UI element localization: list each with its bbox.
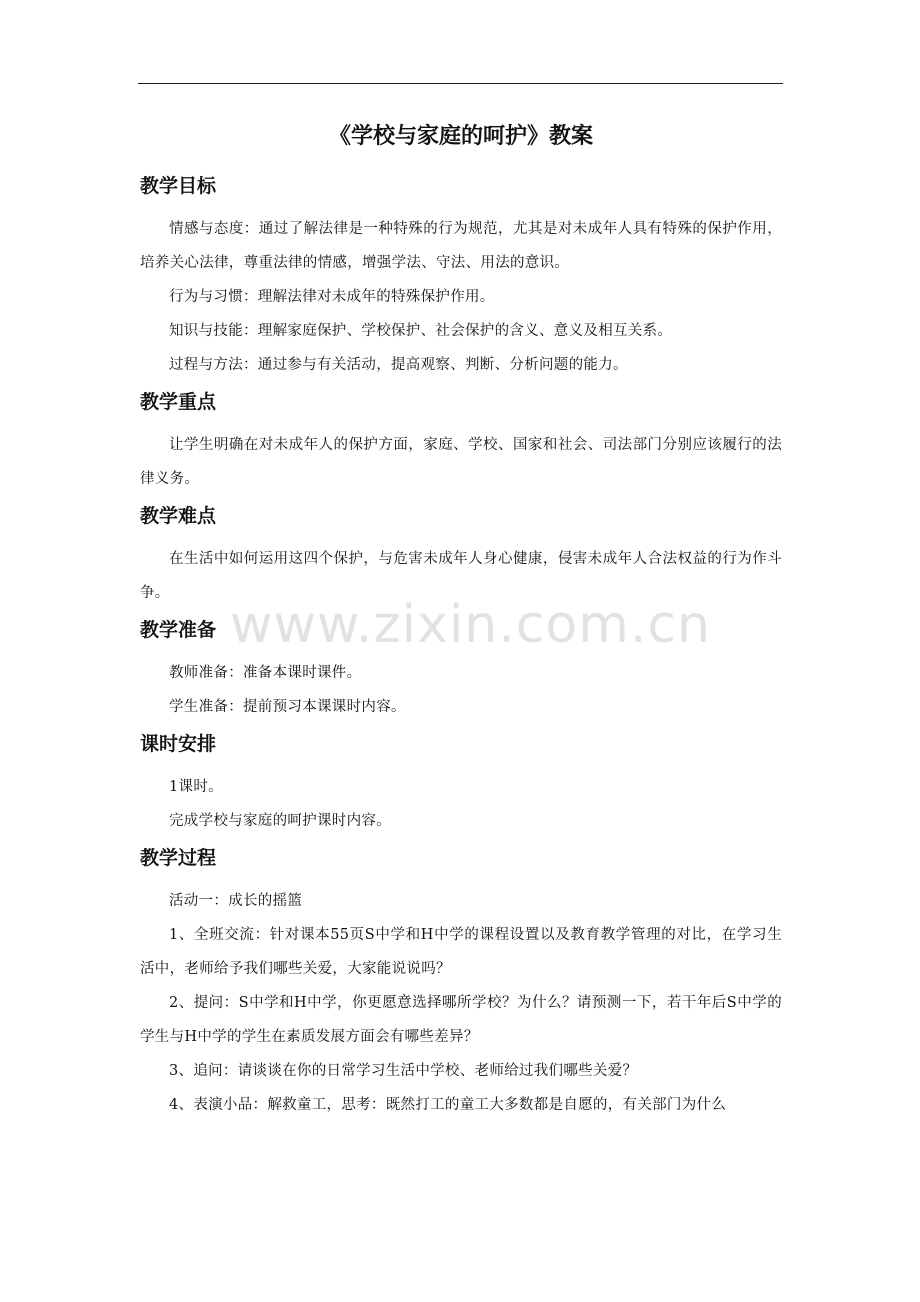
- paragraph: 2、提问：S中学和H中学，你更愿意选择哪所学校？为什么？请预测一下，若干年后S中学的学生与H中学的学生在素质发展方面会有哪些差异？: [140, 995, 782, 1045]
- paragraph: 1课时。: [169, 779, 223, 795]
- section-difficulties: [140, 502, 782, 610]
- section-heading: 教学重点: [140, 391, 217, 413]
- section-heading: 教学目标: [140, 175, 217, 197]
- section-heading: 教学难点: [140, 505, 217, 527]
- section-schedule: [140, 730, 782, 838]
- section-key-points: [140, 388, 782, 496]
- paragraph: 过程与方法：通过参与有关活动，提高观察、判断、分析问题的能力。: [169, 357, 628, 373]
- paragraph: 在生活中如何运用这四个保护，与危害未成年人身心健康，侵害未成年人合法权益的行为作斗争。: [140, 551, 782, 601]
- paragraph: 1、全班交流：针对课本55页S中学和H中学的课程设置以及教育教学管理的对比，在学习生活中，老师给予我们哪些关爱，大家能说说吗？: [140, 927, 782, 977]
- paragraph: 行为与习惯：理解法律对未成年的特殊保护作用。: [169, 289, 495, 305]
- section-process: [140, 844, 782, 1122]
- paragraph: 活动一：成长的摇篮: [169, 893, 303, 909]
- section-objectives: [140, 172, 782, 382]
- paragraph: 知识与技能：理解家庭保护、学校保护、社会保护的含义、意义及相互关系。: [169, 323, 673, 339]
- section-heading: 课时安排: [140, 733, 217, 755]
- document-body: [140, 120, 782, 1128]
- paragraph: 教师准备：准备本课时课件。: [169, 665, 362, 681]
- top-rule: [138, 83, 783, 84]
- watermark: www.zixin.com.cn: [230, 595, 711, 655]
- paragraph: 完成学校与家庭的呵护课时内容。: [169, 813, 391, 829]
- section-heading: 教学过程: [140, 847, 217, 869]
- paragraph: 让学生明确在对未成年人的保护方面，家庭、学校、国家和社会、司法部门分别应该履行的法律义务。: [140, 437, 782, 487]
- paragraph: 4、表演小品：解救童工，思考：既然打工的童工大多数都是自愿的，有关部门为什么: [169, 1097, 727, 1113]
- paragraph: 学生准备：提前预习本课课时内容。: [169, 699, 406, 715]
- paragraph: 情感与态度：通过了解法律是一种特殊的行为规范，尤其是对未成年人具有特殊的保护作用，培养关心法律，尊重法律的情感，增强学法、守法、用法的意识。: [140, 221, 782, 271]
- section-heading: 教学准备: [140, 619, 217, 641]
- section-preparation: [140, 616, 782, 724]
- page-title: 《学校与家庭的呵护》教案: [328, 124, 593, 149]
- paragraph: 3、追问：请谈谈在你的日常学习生活中学校、老师给过我们哪些关爱？: [169, 1063, 638, 1079]
